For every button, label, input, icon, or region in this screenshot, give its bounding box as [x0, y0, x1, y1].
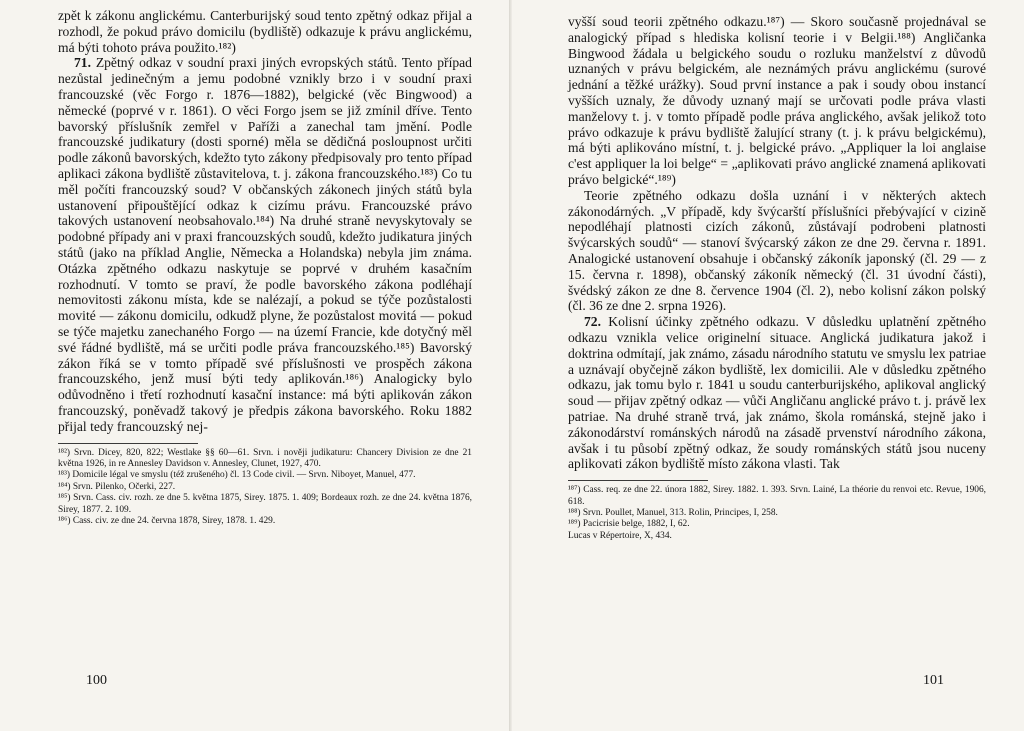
- footnote-183: ¹⁸³) Domicile légal ve smyslu (též zrušeného) čl. 13 Code civil. — Srvn. Niboyet, Manuel, 477.: [58, 470, 416, 481]
- footnote-182: ¹⁸²) Srvn. Dicey, 820, 822; Westlake §§ 60—61. Srvn. i nověji judikaturu: Chancery Division ze dne 21 května 1926, in re Annesley Davidson v. Annesley, Clunet, 1927, 470.: [58, 447, 472, 469]
- footnote-lucas: Lucas v Répertoire, X, 434.: [568, 530, 672, 541]
- footnote-186: ¹⁸⁶) Cass. civ. ze dne 24. června 1878, Sirey, 1878. 1. 429.: [58, 515, 276, 526]
- left-paragraph-1: zpět k zákonu anglickému. Canterburijský soud tento zpětný odkaz přijal a rozhodl, že pokud právo domicilu (bydliště) odkazuje k právu anglickému, má býti tohoto práva použito.¹⁸²): [58, 8, 472, 55]
- footnote-187: ¹⁸⁷) Cass. req. ze dne 22. února 1882, Sirey. 1882. 1. 393. Srvn. Lainé, La théorie du renvoi etc. Revue, 1906, 618.: [568, 485, 986, 507]
- left-paragraph-2-text: Zpětný odkaz v soudní praxi jiných evropských států. Tento případ nezůstal jedinečným a jemu podobné vznikly brzo i v soudní praxi francouzské (věc Forgo r. 1876—1882), belgické (věc Bingwood) a německé (poprvé v r. 1861). O věci Forgo jsem se již zmínil dříve. Tento bavorský příslušník zemřel v Paříži a zanechal tam jmění. Podle francouzské judikatury (dosti sporné) měla se dědičná posloupnost určiti podle zákonů bavorských, kdežto tyto zákony předpisovaly pro tento případ aplikaci zákona bydliště zůstavitelova, t. j. zákona francouzského.¹⁸³) Co tu měl počíti francouzský soud? V občanských zákonech jiných států byla ustanovení připouštějící odkaz k cizímu právu. Francouzské právo takových ustanovení neobsahovalo.¹⁸⁴) Na druhé straně nevyskytovaly se podobné případy ani v praxi francouzských soudů, kdežto judikatura jiných států (jako na příklad Anglie, Německa a Holandska) nebyla jim známa. Otázka zpětného odkazu naskytuje se poprvé v druhém kasačním rozhodnutí. V tomto se praví, že podle bavorského zákona podléhají nemovitosti zákonu místa, kde se nalézají, a pokud se týče pozůstalosti movité — zákonu domicilu, odkudž plyne, že pozůstalost movitá — pokud se týče majetku zanechaného Forgo — na území Francie, kde dotyčný měl své řádné bydliště, má se určiti podle práva francouzského.¹⁸⁵) Bavorský zákon říká se v tomto případě své příslušnosti ve prospěch zákona francouzského, jenž musí býti tedy aplikován.¹⁸⁶) Analogicky bylo odůvodněno i třetí rozhodnutí kasační instance: má býti aplikován zákon francouzský, poněvadž takový je předpis zákona bavorského. Roku 1882 přijal tedy francouzský nej-: [58, 55, 472, 434]
- page-number-left: 100: [86, 673, 107, 688]
- right-paragraph-3-text: Kolisní účinky zpětného odkazu. V důsledku uplatnění zpětného odkazu vznikla velice originelní situace. Anglická judikatura jakož i doktrina odmítají, jak známo, zásadu národního statutu ve smyslu lex patriae a uznávají obyčejně zákon bydliště, lex domicilii. Ale v důsledku zpětného odkazu, jak tomu bylo r. 1841 u soudu canterburijského, aplikoval anglický soud — přijav zpětný odkaz — vůči Angličanu anglické právo t. j. právě lex patriae. Na druhé straně trvá, jak známo, škola románská, stejně jako i zákonodárství románských národů na zásadě prvenství národního zákona, avšak i tu působí zpětný odkaz, že soudy románských států jsou nuceny aplikovati zákon bydliště místo zákona vlasti. Tak: [568, 314, 986, 472]
- footnote-189: ¹⁸⁹) Pacicrisie belge, 1882, I, 62.: [568, 519, 690, 530]
- footnote-188: ¹⁸⁸) Srvn. Poullet, Manuel, 313. Rolin, Principes, I, 258.: [568, 507, 778, 518]
- footnote-184: ¹⁸⁴) Srvn. Pilenko, Očerki, 227.: [58, 481, 176, 492]
- page-number-right: 101: [923, 673, 944, 688]
- right-paragraph-3: [568, 314, 986, 472]
- section-number-72: 72.: [584, 314, 601, 330]
- right-paragraph-1: vyšší soud teorii zpětného odkazu.¹⁸⁷) — Skoro současně projednával se analogický případ s hlediska kolisní teorie i v Belgii.¹⁸⁸) Angličanka Bingwood žádala u belgického soudu o rozluku manželství z důvodů uznaných v právu belgickém, ale neznámých právu anglickému (surové jednání a těžké urážky). Soud první instance a pak i soudy obou instancí vyšších uznaly, že důvody uznaný mají se určovati podle práva vlasti manželovy t. j. v tomto případě podle práva anglického, avšak jelikož toto právo odkazuje k právu bydliště žalující strany (t. j. k právu belgickému), má býti aplikováno místní, t. j. belgické právo. „Appliquer la loi anglaise c'est appliquer la loi belge“ = „aplikovati právo anglické znamená aplikovati právo belgické“.¹⁸⁹): [568, 14, 986, 187]
- right-paragraph-2: Teorie zpětného odkazu došla uznání i v některých aktech zákonodárných. „V případě, kdy švýcarští příslušníci přebývající v cizině nepodléhají platnosti cizích zákonů, zůstávají podrobeni platnosti švýcarských soudů“ — stanoví švýcarský zákon ze dne 29. června r. 1891. Analogické ustanovení obsahuje i občanský zákoník japonský (čl. 29 — z 15. června r. 1898), občanský zákoník německý (čl. 31 úvodní části), švédský zákon ze dne 8. července 1904 (čl. 2), nebo kolisní zákon polský (čl. 36 ze dne 2. srpna 1926).: [568, 187, 986, 314]
- footnote-185: ¹⁸⁵) Srvn. Cass. civ. rozh. ze dne 5. května 1875, Sirey. 1875. 1. 409; Bordeaux rozh. ze dne 24. května 1876, Sirey, 1877. 2. 109.: [58, 493, 472, 515]
- left-paragraph-2: [58, 55, 472, 434]
- right-page: [512, 0, 1024, 731]
- section-number-71: 71.: [74, 55, 91, 71]
